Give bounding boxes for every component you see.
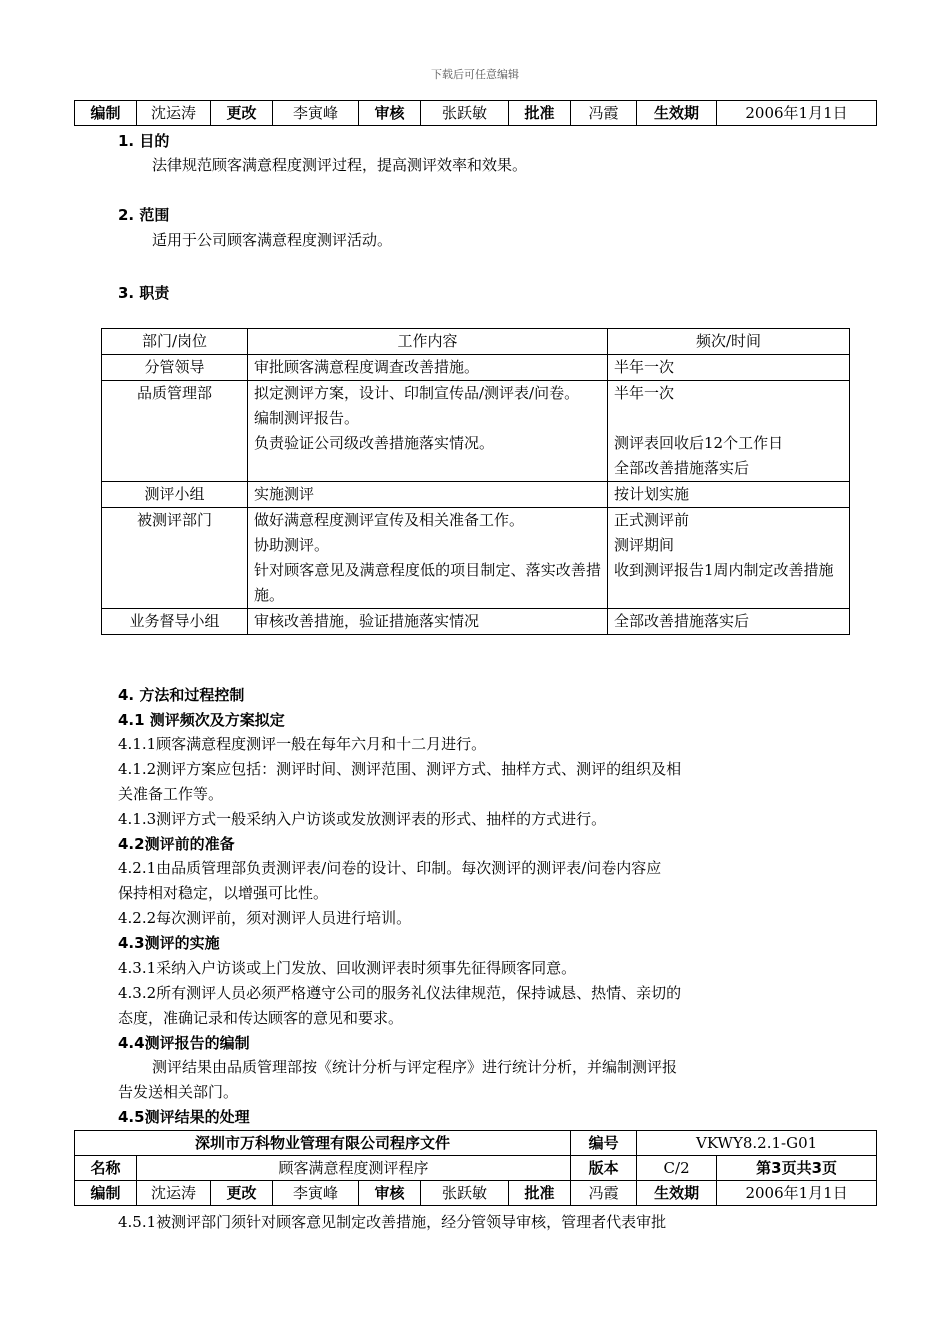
duty-work-line: 审核改善措施，验证措施落实情况 — [254, 612, 480, 630]
page-number: 第3页共3页 — [717, 1156, 877, 1181]
duty-freq-line: 收到测评报告1周内制定改善措施 — [614, 561, 834, 579]
label-code: 编号 — [571, 1131, 637, 1156]
value-version: C/2 — [637, 1156, 717, 1181]
value-name: 顾客满意程度测评程序 — [137, 1156, 571, 1181]
value-compiled: 沈运涛 — [137, 1181, 211, 1206]
duty-work-line: 协助测评。 — [254, 536, 330, 554]
value-approved: 冯霞 — [571, 101, 637, 126]
section-3-title: 3. 职责 — [118, 284, 170, 302]
para-4-2-1-line1: 4.2.1由品质管理部负责测评表/问卷的设计、印制。每次测评的测评表/问卷内容应 — [118, 859, 662, 877]
duty-freq-line: 测评期间 — [614, 536, 675, 554]
value-revised: 李寅峰 — [273, 1181, 359, 1206]
duty-freq — [608, 508, 850, 609]
duty-work-line: 做好满意程度测评宣传及相关准备工作。 — [254, 511, 525, 529]
para-4-5-1: 4.5.1被测评部门须针对顾客意见制定改善措施，经分管领导审核，管理者代表审批 — [118, 1213, 667, 1231]
duty-dept: 分管领导 — [102, 355, 248, 381]
duty-work-line: 负责验证公司级改善措施落实情况。 — [254, 434, 495, 452]
value-effective: 2006年1月1日 — [717, 1181, 877, 1206]
duty-work-line: 审批顾客满意程度调查改善措施。 — [254, 358, 480, 376]
table-row — [102, 381, 850, 482]
duty-header-freq: 频次/时间 — [608, 329, 850, 355]
label-effective: 生效期 — [637, 101, 717, 126]
para-4-4-line1: 测评结果由品质管理部按《统计分析与评定程序》进行统计分析，并编制测评报 — [152, 1058, 678, 1076]
label-effective: 生效期 — [637, 1181, 717, 1206]
label-reviewed: 审核 — [359, 1181, 421, 1206]
section-1-text: 法律规范顾客满意程度测评过程，提高测评效率和效果。 — [152, 156, 528, 174]
duty-freq-spacer — [614, 406, 843, 431]
duty-dept: 品质管理部 — [102, 381, 248, 482]
duty-work — [248, 482, 608, 508]
duty-work — [248, 355, 608, 381]
watermark-text: 下载后可任意编辑 — [431, 68, 519, 81]
label-approved: 批准 — [509, 101, 571, 126]
section-2-title: 2. 范围 — [118, 206, 170, 224]
duty-work-line: 针对顾客意见及满意程度低的项目制定、落实改善措施。 — [254, 561, 601, 604]
duty-dept: 业务督导小组 — [102, 609, 248, 635]
para-4-1-1: 4.1.1顾客满意程度测评一般在每年六月和十二月进行。 — [118, 735, 487, 753]
para-4-2-2: 4.2.2每次测评前，须对测评人员进行培训。 — [118, 909, 412, 927]
value-effective: 2006年1月1日 — [717, 101, 877, 126]
duty-work — [248, 508, 608, 609]
label-compiled: 编制 — [75, 1181, 137, 1206]
para-4-4-line2: 告发送相关部门。 — [118, 1083, 239, 1101]
subsection-4-5-title: 4.5测评结果的处理 — [118, 1108, 250, 1126]
duty-freq-line: 半年一次 — [614, 384, 675, 402]
para-4-1-2-line2: 关准备工作等。 — [118, 785, 224, 803]
duty-freq-line: 全部改善措施落实后 — [614, 459, 750, 477]
duty-freq — [608, 482, 850, 508]
duty-work — [248, 381, 608, 482]
para-4-1-2-line1: 4.1.2测评方案应包括：测评时间、测评范围、测评方式、抽样方式、测评的组织及相 — [118, 760, 682, 778]
para-4-2-1-line2: 保持相对稳定，以增强可比性。 — [118, 884, 329, 902]
label-compiled: 编制 — [75, 101, 137, 126]
value-reviewed: 张跃敏 — [421, 1181, 509, 1206]
label-approved: 批准 — [509, 1181, 571, 1206]
value-revised: 李寅峰 — [273, 101, 359, 126]
table-row — [102, 482, 850, 508]
label-version: 版本 — [571, 1156, 637, 1181]
para-4-1-3: 4.1.3测评方式一般采纳入户访谈或发放测评表的形式、抽样的方式进行。 — [118, 810, 607, 828]
duty-header-dept: 部门/岗位 — [102, 329, 248, 355]
subsection-4-1-title: 4.1 测评频次及方案拟定 — [118, 711, 285, 729]
para-4-3-2-line1: 4.3.2所有测评人员必须严格遵守公司的服务礼仪法律规范，保持诚恳、热情、亲切的 — [118, 984, 682, 1002]
duty-work-line: 实施测评 — [254, 485, 315, 503]
duty-header-row — [102, 329, 850, 355]
duty-work — [248, 609, 608, 635]
duty-work-line: 拟定测评方案，设计、印制宣传品/测评表/问卷。 — [254, 384, 580, 402]
section-1-title: 1. 目的 — [118, 132, 170, 150]
duty-work-line: 编制测评报告。 — [254, 409, 360, 427]
label-revised: 更改 — [211, 101, 273, 126]
label-revised: 更改 — [211, 1181, 273, 1206]
value-reviewed: 张跃敏 — [421, 101, 509, 126]
duty-header-work: 工作内容 — [248, 329, 608, 355]
table-row — [102, 508, 850, 609]
label-reviewed: 审核 — [359, 101, 421, 126]
table-row — [102, 355, 850, 381]
duty-freq — [608, 355, 850, 381]
approval-table-top — [74, 100, 877, 126]
subsection-4-4-title: 4.4测评报告的编制 — [118, 1034, 250, 1052]
duty-dept: 被测评部门 — [102, 508, 248, 609]
section-2-text: 适用于公司顾客满意程度测评活动。 — [152, 231, 393, 249]
document-header-table — [74, 1130, 877, 1206]
duty-table — [101, 328, 850, 635]
value-approved: 冯霞 — [571, 1181, 637, 1206]
duty-freq-line: 按计划实施 — [614, 485, 690, 503]
section-4-title: 4. 方法和过程控制 — [118, 686, 245, 704]
duty-dept: 测评小组 — [102, 482, 248, 508]
table-row — [102, 609, 850, 635]
duty-freq-line: 全部改善措施落实后 — [614, 612, 750, 630]
subsection-4-3-title: 4.3测评的实施 — [118, 934, 220, 952]
duty-freq-line: 正式测评前 — [614, 511, 690, 529]
company-title: 深圳市万科物业管理有限公司程序文件 — [75, 1131, 571, 1156]
value-code: VKWY8.2.1-G01 — [637, 1131, 877, 1156]
duty-freq-line: 测评表回收后12个工作日 — [614, 434, 784, 452]
para-4-3-2-line2: 态度，准确记录和传达顾客的意见和要求。 — [118, 1009, 404, 1027]
duty-freq-line: 半年一次 — [614, 358, 675, 376]
duty-freq — [608, 381, 850, 482]
para-4-3-1: 4.3.1采纳入户访谈或上门发放、回收测评表时须事先征得顾客同意。 — [118, 959, 577, 977]
duty-freq — [608, 609, 850, 635]
subsection-4-2-title: 4.2测评前的准备 — [118, 835, 235, 853]
label-name: 名称 — [75, 1156, 137, 1181]
value-compiled: 沈运涛 — [137, 101, 211, 126]
